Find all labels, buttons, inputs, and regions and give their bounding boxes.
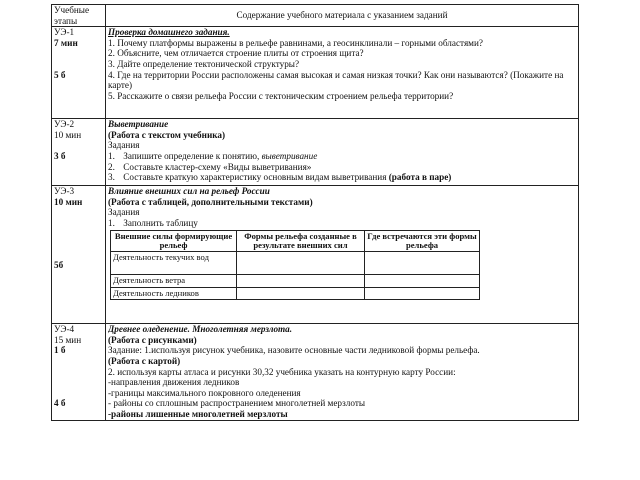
stage-1-content: [106, 27, 579, 119]
inner-cell-empty: [237, 275, 365, 287]
inner-cell-empty: [237, 287, 365, 299]
external-forces-table: [110, 230, 480, 301]
header-row: [52, 5, 579, 27]
header-stages: Учебные этапы: [52, 5, 106, 27]
stage-1-code: УЭ-1: [54, 27, 75, 38]
inner-cell-empty: [365, 287, 480, 299]
stage-1-time: 7 мин: [54, 37, 78, 48]
stage-2-score: 3 б: [54, 150, 66, 161]
stage-3-info: [52, 186, 106, 324]
lesson-plan-table: [51, 4, 579, 421]
stage-3-task-1: 1. Заполнить таблицу: [108, 217, 198, 228]
inner-cell-empty: [237, 252, 365, 275]
stage-4-score-2: 4 б: [54, 398, 66, 409]
stage-3-subtitle: (Работа с таблицей, дополнительными текстами): [108, 196, 313, 207]
stage-2-title: Выветривание: [108, 119, 169, 130]
inner-row: [111, 275, 480, 287]
stage-4-bullet-3: - районы со сплошным распространением многолетней мерзлоты: [108, 398, 366, 409]
stage-4-bullet-2: -границы максимального покровного оледенения: [108, 387, 301, 398]
stage-2-time: 10 мин: [54, 129, 82, 140]
stage-2-content: [106, 119, 579, 186]
inner-row: [111, 252, 480, 275]
stage-1-row: [52, 27, 579, 119]
stage-3-time: 10 мин: [54, 196, 83, 207]
stage-4-content: [106, 324, 579, 420]
stage-1-question-1: 1. Почему платформы выражены в рельефе равнинами, а геосинклинали – горными областями?: [108, 37, 483, 48]
stage-3-score: 5б: [54, 260, 64, 271]
inner-header-landforms: Формы рельефа созданные в результате внешних сил: [237, 230, 365, 252]
stage-1-score: 5 б: [54, 69, 66, 80]
inner-header-row: [111, 230, 480, 252]
stage-3-title: Влияние внешних сил на рельеф России: [108, 186, 270, 197]
inner-cell-empty: [365, 252, 480, 275]
stage-1-question-5: 5. Расскажите о связи рельефа России с тектоническим строением рельефа территории?: [108, 90, 454, 101]
stage-2-code: УЭ-2: [54, 119, 75, 130]
stage-4-task-1: Задание: 1.используя рисунок учебника, назовите основные части ледниковой формы рельефа.: [108, 345, 480, 356]
inner-cell-force: Деятельность текучих вод: [111, 252, 237, 275]
stage-2-task-3: 3. Составьте краткую характеристику основным видам выветривания (работа в паре): [108, 172, 452, 183]
stage-2-task-2: 2. Составьте кластер-схему «Виды выветривания»: [108, 161, 312, 172]
stage-4-score-1: 1 б: [54, 345, 66, 356]
stage-4-info: [52, 324, 106, 420]
inner-cell-empty: [365, 275, 480, 287]
stage-2-task-1: 1. Запишите определение к понятию, выветривание: [108, 150, 318, 161]
stage-4-subtitle-1: (Работа с рисунками): [108, 334, 197, 345]
stage-4-task-2: 2. используя карты атласа и рисунки 30,32 учебника указать на контурную карту России:: [108, 366, 456, 377]
stage-4-time: 15 мин: [54, 334, 82, 345]
stage-1-title: Проверка домашнего задания.: [108, 27, 230, 38]
stage-4-row: [52, 324, 579, 420]
stage-4-title: Древнее оледенение. Многолетняя мерзлота.: [108, 324, 293, 335]
stage-1-question-3: 3. Дайте определение тектонической структуры?: [108, 58, 300, 69]
stage-2-row: [52, 119, 579, 186]
stage-2-subtitle: (Работа с текстом учебника): [108, 129, 226, 140]
inner-cell-force: Деятельность ледников: [111, 287, 237, 299]
stage-4-subtitle-2: (Работа с картой): [108, 355, 181, 366]
stage-3-code: УЭ-3: [54, 186, 75, 197]
inner-header-forces: Внешние силы формирующие рельеф: [111, 230, 237, 252]
stage-3-row: [52, 186, 579, 324]
stage-3-tasks-label: Задания: [108, 207, 140, 218]
inner-cell-force: Деятельность ветра: [111, 275, 237, 287]
inner-row: [111, 287, 480, 299]
stage-1-info: [52, 27, 106, 119]
stage-1-question-4: 4. Где на территории России расположены самая высокая и самая низкая точки? Как они называются? (Покажите на карте): [108, 69, 564, 91]
stage-3-content: [106, 186, 579, 324]
stage-4-bullet-1: -направления движения ледников: [108, 377, 240, 388]
inner-header-location: Где встречаются эти формы рельефа: [365, 230, 480, 252]
stage-2-info: [52, 119, 106, 186]
stage-4-code: УЭ-4: [54, 324, 75, 335]
header-content: Содержание учебного материала с указанием заданий: [106, 5, 579, 27]
stage-4-bullet-4: -районы лишенные многолетней мерзлоты: [108, 408, 288, 419]
stage-1-question-2: 2. Объясните, чем отличается строение плиты от строения щита?: [108, 48, 364, 59]
stage-2-tasks-label: Задания: [108, 140, 140, 151]
